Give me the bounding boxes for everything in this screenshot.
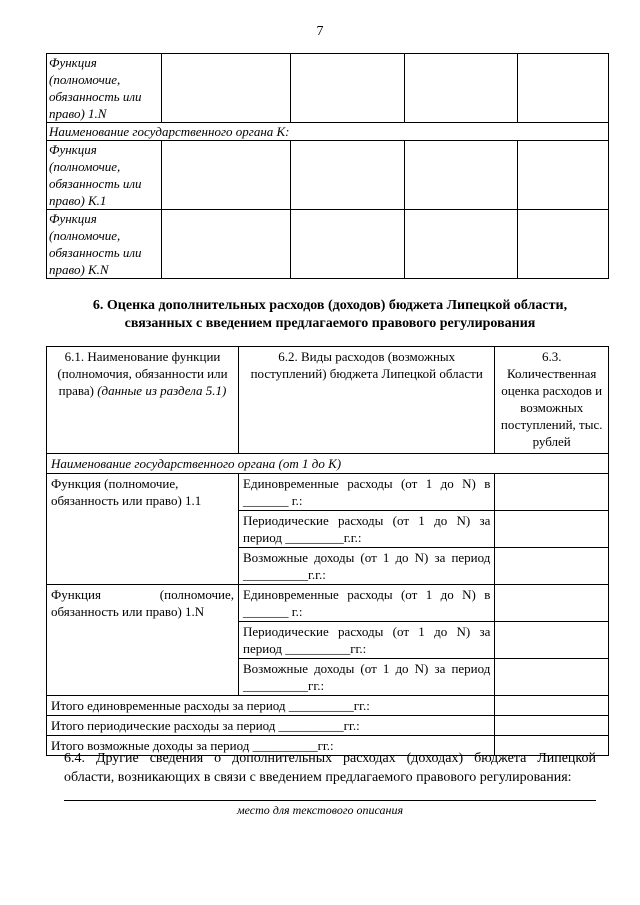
table-row xyxy=(47,716,609,736)
table-row xyxy=(47,696,609,716)
function-continuation-table xyxy=(46,53,609,279)
empty-cell xyxy=(517,210,608,279)
empty-cell xyxy=(404,54,517,123)
function-1-n-cell: Функция (полномочие, обязанность или право) 1.N xyxy=(47,585,239,696)
table-header-row xyxy=(47,347,609,454)
empty-cell xyxy=(404,141,517,210)
table-row xyxy=(47,454,609,474)
empty-cell xyxy=(291,141,404,210)
estimate-cell xyxy=(495,511,609,548)
expense-type-cell: Периодические расходы (от 1 до N) за период _________г.г.: xyxy=(239,511,495,548)
total-row-label: Итого единовременные расходы за период __________гг.: xyxy=(47,696,495,716)
table-row xyxy=(47,474,609,511)
table-row xyxy=(47,210,609,279)
column-header-function: 6.1. Наименование функции (полномочия, обязанности или права) (данные из раздела 5.1) xyxy=(47,347,239,454)
empty-cell xyxy=(291,210,404,279)
empty-cell xyxy=(162,54,291,123)
table-row xyxy=(47,54,609,123)
other-info-paragraph: 6.4. Другие сведения о дополнительных расходах (доходах) бюджета Липецкой области, возникающих в связи с введением предлагаемого правового регулирования: xyxy=(64,751,596,785)
empty-cell xyxy=(404,210,517,279)
estimate-cell xyxy=(495,696,609,716)
column-header-estimate: 6.3. Количественная оценка расходов и возможных поступлений, тыс. рублей xyxy=(495,347,609,454)
section-title: 6. Оценка дополнительных расходов (доходов) бюджета Липецкой области, связанных с введением предлагаемого правового регулирования xyxy=(92,298,568,331)
total-row-label: Итого периодические расходы за период __________гг.: xyxy=(47,716,495,736)
expense-type-cell: Периодические расходы (от 1 до N) за период __________гг.: xyxy=(239,622,495,659)
empty-cell xyxy=(291,54,404,123)
text-description-caption: место для текстового описания xyxy=(236,803,404,817)
empty-cell xyxy=(162,141,291,210)
budget-estimate-table xyxy=(46,346,609,756)
expense-type-cell: Единовременные расходы (от 1 до N) в _______ г.: xyxy=(239,585,495,622)
estimate-cell xyxy=(495,474,609,511)
empty-cell xyxy=(517,54,608,123)
expense-type-cell: Возможные доходы (от 1 до N) за период __________г.г.: xyxy=(239,548,495,585)
table-row xyxy=(47,585,609,622)
estimate-cell xyxy=(495,585,609,622)
estimate-cell xyxy=(495,659,609,696)
page-number: 7 xyxy=(316,24,324,39)
estimate-cell xyxy=(495,548,609,585)
function-cell: Функция (полномочие, обязанность или право) 1.N xyxy=(47,54,162,123)
empty-cell xyxy=(162,210,291,279)
function-cell: Функция (полномочие, обязанность или право) К.N xyxy=(47,210,162,279)
table-row xyxy=(47,141,609,210)
estimate-cell xyxy=(495,716,609,736)
table-row xyxy=(47,123,609,141)
column-header-expense-types: 6.2. Виды расходов (возможных поступлений) бюджета Липецкой области xyxy=(239,347,495,454)
empty-cell xyxy=(517,141,608,210)
function-1-1-cell: Функция (полномочие, обязанность или право) 1.1 xyxy=(47,474,239,585)
text-description-line xyxy=(64,800,596,801)
organ-range-row: Наименование государственного органа (от 1 до К) xyxy=(47,454,609,474)
total-row-label: Итого возможные доходы за период __________гг.: xyxy=(47,736,495,756)
estimate-cell xyxy=(495,622,609,659)
function-cell: Функция (полномочие, обязанность или право) К.1 xyxy=(47,141,162,210)
organ-k-header: Наименование государственного органа К: xyxy=(47,123,609,141)
expense-type-cell: Возможные доходы (от 1 до N) за период __________гг.: xyxy=(239,659,495,696)
expense-type-cell: Единовременные расходы (от 1 до N) в _______ г.: xyxy=(239,474,495,511)
